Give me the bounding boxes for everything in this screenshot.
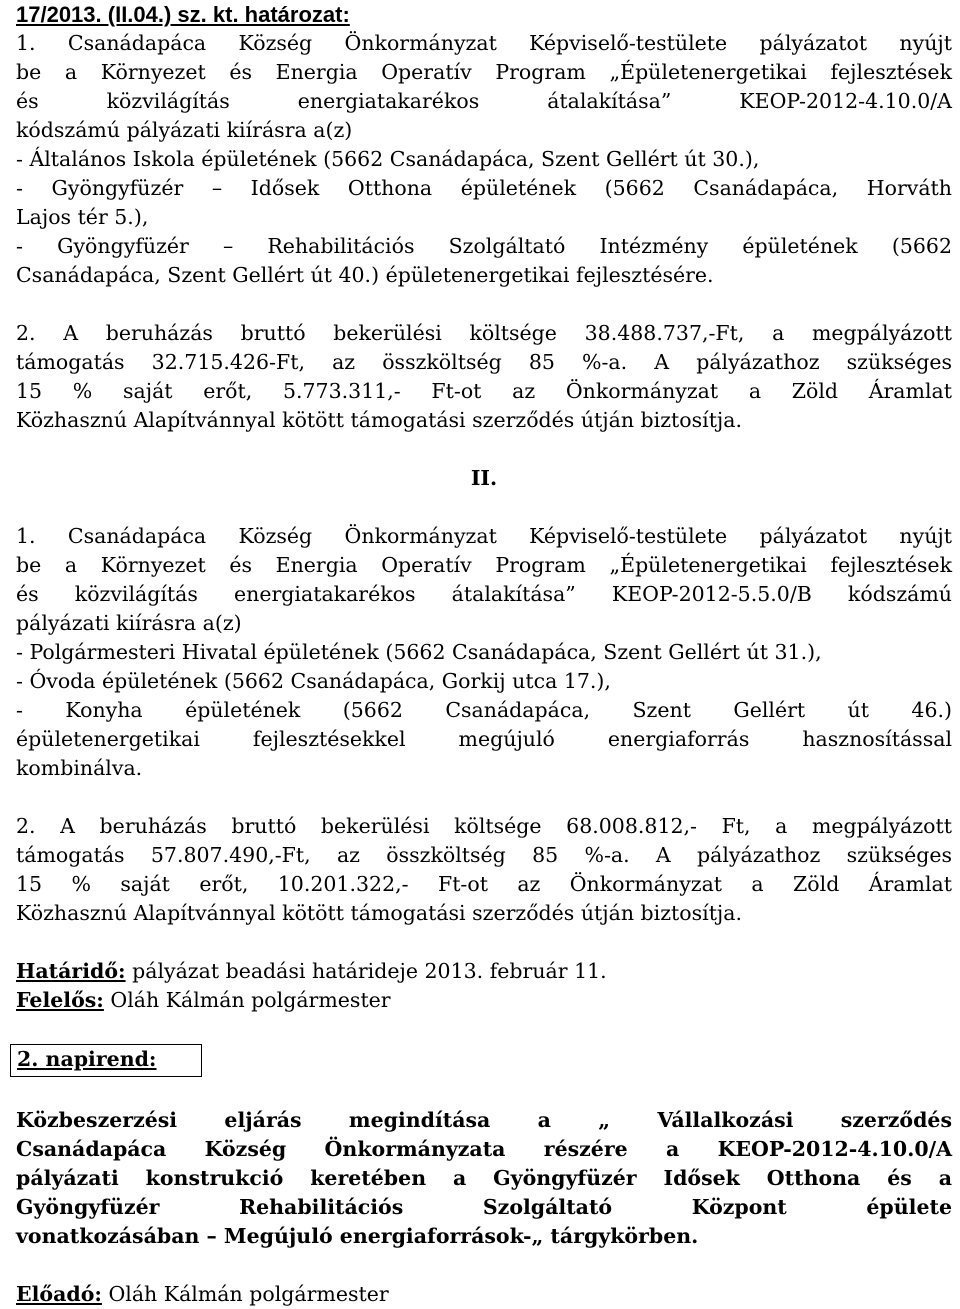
list-item: - Gyöngyfüzér – Rehabilitációs Szolgáltató Intézmény épületének (5662 [16, 234, 952, 258]
deadline-line [16, 957, 952, 986]
list-item: - Óvoda épületének (5662 Csanádapáca, Gorkij utca 17.), [16, 669, 611, 693]
presenter-label: Előadó: [16, 1282, 102, 1306]
section-ii-paragraph-2 [16, 812, 952, 928]
list-item: épületenergetikai fejlesztésekkel megújuló energiaforrás hasznosítással [16, 727, 952, 751]
text-line: támogatás 57.807.490,-Ft, az összköltség 85 %-a. A pályázathoz szükséges [16, 843, 952, 867]
text-line: Közhasznú Alapítvánnyal kötött támogatási szerződés útján biztosítja. [16, 901, 743, 925]
section-i-paragraph-1 [16, 29, 952, 290]
text-line: 15 % saját erőt, 10.201.322,- Ft-ot az Önkormányzat a Zöld Áramlat [16, 872, 952, 896]
deadline-label: Határidő: [16, 959, 126, 983]
text-line: Gyöngyfüzér Rehabilitációs Szolgáltató Központ épülete [16, 1195, 952, 1219]
text-line: Közhasznú Alapítvánnyal kötött támogatási szerződés útján biztosítja. [16, 408, 743, 432]
document-page [16, 0, 952, 1309]
text-line: 2. A beruházás bruttó bekerülési költsége 68.008.812,- Ft, a megpályázott [16, 814, 952, 838]
agenda-label-box [10, 1044, 202, 1077]
list-item: - Gyöngyfüzér – Idősek Otthona épületének (5662 Csanádapáca, Horváth [16, 176, 952, 200]
text-line: 1. Csanádapáca Község Önkormányzat Képviselő-testülete pályázatot nyújt [16, 524, 952, 548]
text-line: 15 % saját erőt, 5.773.311,- Ft-ot az Önkormányzat a Zöld Áramlat [16, 379, 952, 403]
text-line: 2. A beruházás bruttó bekerülési költsége 38.488.737,-Ft, a megpályázott [16, 321, 952, 345]
section-ii-paragraph-1 [16, 522, 952, 783]
text-line: vonatkozásában – Megújuló energiaforrások-„ tárgykörben. [16, 1224, 699, 1248]
text-line: kódszámú pályázati kiírásra a(z) [16, 118, 353, 142]
list-item: Csanádapáca, Szent Gellért út 40.) épületenergetikai fejlesztésére. [16, 263, 714, 287]
text-line: Csanádapáca Község Önkormányzata részére a KEOP-2012-4.10.0/A [16, 1137, 952, 1161]
list-item: Lajos tér 5.), [16, 205, 149, 229]
responsible-value: Oláh Kálmán polgármester [103, 988, 391, 1012]
list-item: - Általános Iskola épületének (5662 Csanádapáca, Szent Gellért út 30.), [16, 147, 760, 171]
text-line: be a Környezet és Energia Operatív Program „Épületenergetikai fejlesztések [16, 60, 952, 84]
text-line: 1. Csanádapáca Község Önkormányzat Képviselő-testülete pályázatot nyújt [16, 31, 952, 55]
list-item: kombinálva. [16, 756, 143, 780]
deadline-value: pályázat beadási határideje 2013. február 11. [125, 959, 607, 983]
presenter-line [16, 1280, 952, 1309]
text-line: pályázati konstrukció keretében a Gyöngyfüzér Idősek Otthona és a [16, 1166, 952, 1190]
text-line: Közbeszerzési eljárás megindítása a „ Vállalkozási szerződés [16, 1108, 952, 1132]
section-ii-heading: II. [470, 466, 498, 490]
text-line: és közvilágítás energiatakarékos átalakítása” KEOP-2012-4.10.0/A [16, 89, 952, 113]
responsible-label: Felelős: [16, 988, 104, 1012]
responsible-line [16, 986, 952, 1015]
section-i-paragraph-2 [16, 319, 952, 435]
list-item: - Polgármesteri Hivatal épületének (5662 Csanádapáca, Szent Gellért út 31.), [16, 640, 822, 664]
text-line: és közvilágítás energiatakarékos átalakítása” KEOP-2012-5.5.0/B kódszámú [16, 582, 952, 606]
resolution-title: 17/2013. (II.04.) sz. kt. határozat: [16, 2, 350, 27]
agenda-label: 2. napirend: [17, 1047, 157, 1071]
text-line: be a Környezet és Energia Operatív Program „Épületenergetikai fejlesztések [16, 553, 952, 577]
list-item: - Konyha épületének (5662 Csanádapáca, Szent Gellért út 46.) [16, 698, 952, 722]
presenter-value: Oláh Kálmán polgármester [101, 1282, 389, 1306]
text-line: pályázati kiírásra a(z) [16, 611, 242, 635]
text-line: támogatás 32.715.426-Ft, az összköltség 85 %-a. A pályázathoz szükséges [16, 350, 952, 374]
agenda-title [16, 1106, 952, 1251]
